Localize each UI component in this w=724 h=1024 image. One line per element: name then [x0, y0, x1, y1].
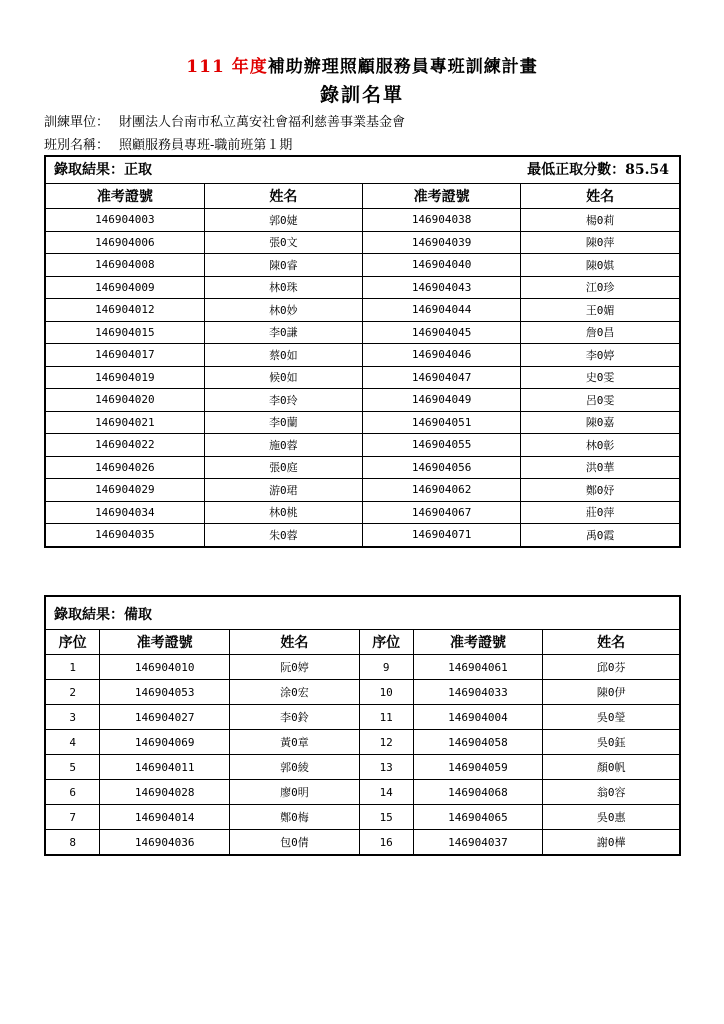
admitted-table-row: [46, 501, 679, 524]
table-cell: 146904044: [363, 299, 521, 322]
table-cell: 146904014: [100, 805, 230, 830]
table-cell: 146904006: [46, 231, 204, 254]
table-cell: 146904065: [413, 805, 543, 830]
training-unit-label: 訓練單位：: [44, 115, 110, 130]
table-cell: 146904071: [363, 524, 521, 546]
table-cell: 莊0萍: [521, 501, 679, 524]
waitlist-table: [46, 630, 679, 854]
admitted-table-row: [46, 389, 679, 412]
table-cell: 3: [46, 705, 100, 730]
training-unit-value: 財團法人台南市私立萬安社會福利慈善事業基金會: [119, 115, 406, 130]
table-cell: 翁0容: [543, 780, 679, 805]
table-cell: 李0蘭: [204, 411, 362, 434]
column-header: 准考證號: [100, 630, 230, 655]
table-cell: 鄭0梅: [230, 805, 360, 830]
admitted-table-row: [46, 254, 679, 277]
table-cell: 林0彰: [521, 434, 679, 457]
table-cell: 146904046: [363, 344, 521, 367]
admitted-result-label: 錄取結果：正取: [54, 162, 152, 178]
table-cell: 12: [359, 730, 413, 755]
title-text: 補助辦理照顧服務員專班訓練計畫: [267, 57, 538, 77]
waitlist-header-row: [46, 630, 679, 655]
table-cell: 吳0瑩: [543, 705, 679, 730]
table-cell: 林0珠: [204, 276, 362, 299]
waitlist-table-row: [46, 780, 679, 805]
table-cell: 146904015: [46, 321, 204, 344]
table-cell: 9: [359, 655, 413, 680]
table-cell: 146904004: [413, 705, 543, 730]
column-header: 姓名: [230, 630, 360, 655]
table-cell: 楊0莉: [521, 209, 679, 232]
table-cell: 陳0娸: [521, 254, 679, 277]
waitlist-table-row: [46, 655, 679, 680]
table-cell: 10: [359, 680, 413, 705]
table-cell: 146904008: [46, 254, 204, 277]
table-cell: 陳0萍: [521, 231, 679, 254]
table-cell: 146904017: [46, 344, 204, 367]
table-cell: 146904029: [46, 479, 204, 502]
table-cell: 江0珍: [521, 276, 679, 299]
table-cell: 張0文: [204, 231, 362, 254]
table-cell: 146904022: [46, 434, 204, 457]
table-cell: 146904059: [413, 755, 543, 780]
table-cell: 146904067: [363, 501, 521, 524]
table-cell: 5: [46, 755, 100, 780]
table-cell: 146904011: [100, 755, 230, 780]
table-cell: 146904049: [363, 389, 521, 412]
table-cell: 146904036: [100, 830, 230, 855]
table-cell: 146904012: [46, 299, 204, 322]
column-header: 准考證號: [46, 184, 204, 209]
admitted-header-row: [46, 184, 679, 209]
table-cell: 146904040: [363, 254, 521, 277]
table-cell: 朱0蓉: [204, 524, 362, 546]
table-cell: 陳0伊: [543, 680, 679, 705]
table-cell: 146904038: [363, 209, 521, 232]
admitted-table-row: [46, 524, 679, 546]
table-cell: 張0庭: [204, 456, 362, 479]
table-cell: 146904009: [46, 276, 204, 299]
table-cell: 146904069: [100, 730, 230, 755]
table-cell: 146904021: [46, 411, 204, 434]
waitlist-section: [44, 595, 681, 856]
column-header: 准考證號: [413, 630, 543, 655]
admitted-table-row: [46, 299, 679, 322]
table-cell: 禹0霞: [521, 524, 679, 546]
table-cell: 146904037: [413, 830, 543, 855]
admitted-table-row: [46, 321, 679, 344]
table-cell: 146904026: [46, 456, 204, 479]
table-cell: 陳0睿: [204, 254, 362, 277]
table-cell: 鄭0妤: [521, 479, 679, 502]
waitlist-result-label: 錄取結果：備取: [54, 607, 152, 623]
document-subtitle: 錄訓名單: [319, 84, 404, 106]
table-cell: 146904020: [46, 389, 204, 412]
table-cell: 146904068: [413, 780, 543, 805]
admitted-table-row: [46, 344, 679, 367]
column-header: 姓名: [521, 184, 679, 209]
table-cell: 146904003: [46, 209, 204, 232]
table-cell: 146904047: [363, 366, 521, 389]
waitlist-table-row: [46, 830, 679, 855]
table-cell: 謝0樺: [543, 830, 679, 855]
table-cell: 146904058: [413, 730, 543, 755]
table-cell: 146904043: [363, 276, 521, 299]
table-cell: 涂0宏: [230, 680, 360, 705]
table-cell: 阮0婷: [230, 655, 360, 680]
table-cell: 2: [46, 680, 100, 705]
table-cell: 8: [46, 830, 100, 855]
table-cell: 李0玲: [204, 389, 362, 412]
document-title: [0, 52, 724, 77]
table-cell: 13: [359, 755, 413, 780]
table-cell: 洪0華: [521, 456, 679, 479]
waitlist-table-row: [46, 755, 679, 780]
admitted-table-row: [46, 231, 679, 254]
table-cell: 吳0惠: [543, 805, 679, 830]
title-year: 111 年度: [186, 57, 268, 77]
admitted-table: [46, 184, 679, 546]
table-cell: 李0謙: [204, 321, 362, 344]
column-header: 姓名: [543, 630, 679, 655]
admitted-table-row: [46, 434, 679, 457]
waitlist-table-row: [46, 730, 679, 755]
table-cell: 蔡0如: [204, 344, 362, 367]
table-cell: 16: [359, 830, 413, 855]
admitted-table-row: [46, 456, 679, 479]
table-cell: 146904033: [413, 680, 543, 705]
table-cell: 146904062: [363, 479, 521, 502]
table-cell: 黃0章: [230, 730, 360, 755]
admitted-section: [44, 155, 681, 548]
table-cell: 包0倩: [230, 830, 360, 855]
table-cell: 7: [46, 805, 100, 830]
table-cell: 郭0綾: [230, 755, 360, 780]
admitted-table-row: [46, 411, 679, 434]
table-cell: 4: [46, 730, 100, 755]
table-cell: 林0桃: [204, 501, 362, 524]
table-cell: 146904055: [363, 434, 521, 457]
table-cell: 15: [359, 805, 413, 830]
table-cell: 146904056: [363, 456, 521, 479]
table-cell: 146904028: [100, 780, 230, 805]
table-cell: 11: [359, 705, 413, 730]
table-cell: 詹0昌: [521, 321, 679, 344]
training-unit-line: [44, 111, 405, 130]
table-cell: 14: [359, 780, 413, 805]
table-cell: 呂0雯: [521, 389, 679, 412]
class-name-label: 班別名稱：: [44, 138, 110, 153]
waitlist-table-row: [46, 705, 679, 730]
table-cell: 1: [46, 655, 100, 680]
table-cell: 李0婷: [521, 344, 679, 367]
table-cell: 146904019: [46, 366, 204, 389]
admitted-table-row: [46, 366, 679, 389]
admitted-table-row: [46, 209, 679, 232]
column-header: 姓名: [204, 184, 362, 209]
table-cell: 146904039: [363, 231, 521, 254]
admitted-table-row: [46, 276, 679, 299]
table-cell: 游0珺: [204, 479, 362, 502]
table-cell: 廖0明: [230, 780, 360, 805]
table-cell: 邱0芬: [543, 655, 679, 680]
column-header: 序位: [46, 630, 100, 655]
table-cell: 146904010: [100, 655, 230, 680]
table-cell: 施0蓉: [204, 434, 362, 457]
column-header: 准考證號: [363, 184, 521, 209]
class-name-value: 照顧服務員專班-職前班第１期: [119, 138, 293, 153]
admitted-header-bar: [46, 157, 679, 184]
table-cell: 146904027: [100, 705, 230, 730]
table-cell: 顏0帆: [543, 755, 679, 780]
column-header: 序位: [359, 630, 413, 655]
table-cell: 王0媚: [521, 299, 679, 322]
class-name-line: [44, 134, 292, 153]
table-cell: 146904051: [363, 411, 521, 434]
table-cell: 146904061: [413, 655, 543, 680]
table-cell: 候0如: [204, 366, 362, 389]
admitted-table-row: [46, 479, 679, 502]
table-cell: 146904035: [46, 524, 204, 546]
table-cell: 史0雯: [521, 366, 679, 389]
table-cell: 6: [46, 780, 100, 805]
table-cell: 李0鈴: [230, 705, 360, 730]
table-cell: 陳0嘉: [521, 411, 679, 434]
min-score-label: 最低正取分數：85.54: [527, 162, 669, 178]
table-cell: 146904053: [100, 680, 230, 705]
waitlist-table-row: [46, 680, 679, 705]
table-cell: 146904034: [46, 501, 204, 524]
waitlist-header-bar: [46, 597, 679, 630]
table-cell: 郭0婕: [204, 209, 362, 232]
waitlist-table-row: [46, 805, 679, 830]
table-cell: 146904045: [363, 321, 521, 344]
table-cell: 吳0鈺: [543, 730, 679, 755]
table-cell: 林0妙: [204, 299, 362, 322]
